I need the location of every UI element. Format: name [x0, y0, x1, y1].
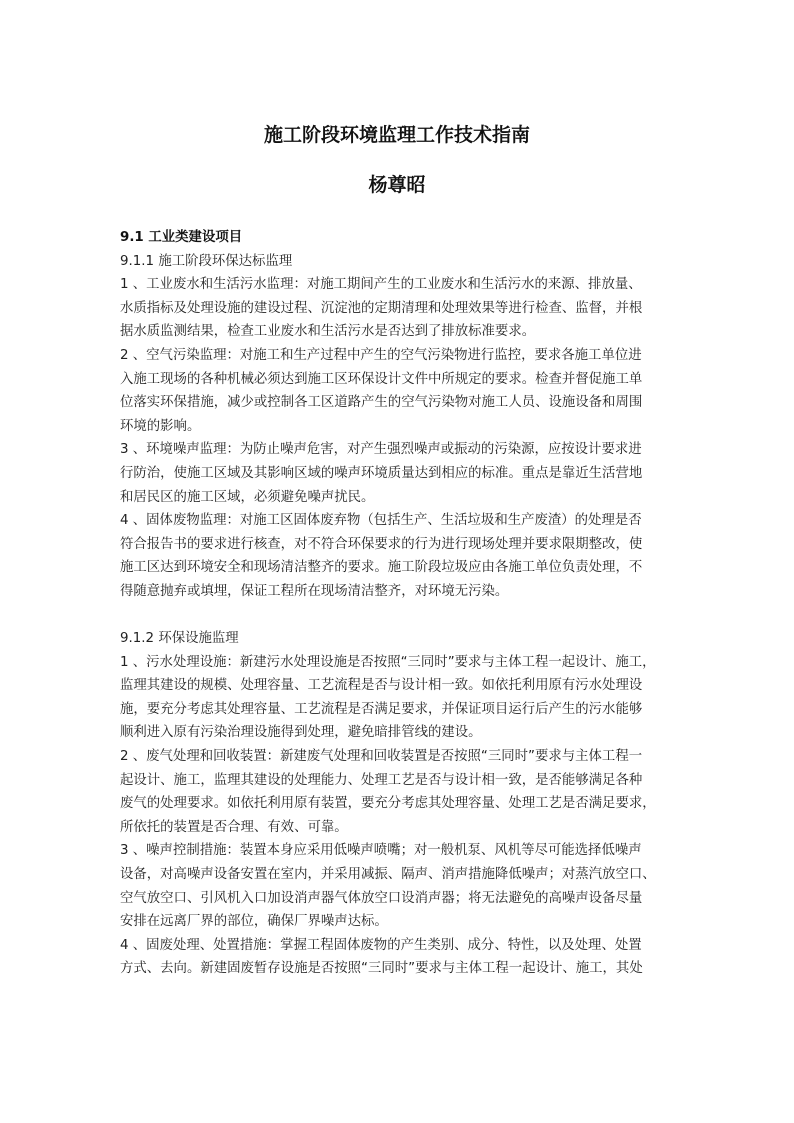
paragraph-line: 3 、环境噪声监理：为防止噪声危害，对产生强烈噪声或振动的污染源，应按设计要求进 — [120, 442, 642, 458]
paragraph-line: 安排在远离厂界的部位，确保厂界噪声达标。 — [120, 914, 388, 930]
paragraph-line: 空气放空口、引风机入口加设消声器气体放空口设消声器；将无法避免的高噪声设备尽量 — [120, 890, 643, 906]
paragraph-line: 2 、废气处理和回收装置：新建废气处理和回收装置是否按照“三同时”要求与主体工程一 — [120, 749, 643, 765]
paragraph-line: 废气的处理要求。如依托利用原有装置，要充分考虑其处理容量、处理工艺是否满足要求， — [120, 796, 656, 812]
paragraph-line: 水质指标及处理设施的建设过程、沉淀池的定期清理和处理效果等进行检查、监督，并根 — [120, 300, 643, 316]
paragraph-line: 1 、污水处理设施：新建污水处理设施是否按照“三同时”要求与主体工程一起设计、施工， — [120, 654, 656, 670]
document-body — [120, 226, 682, 981]
paragraph-line: 监理其建设的规模、处理容量、工艺流程是否与设计相一致。如依托利用原有污水处理设 — [120, 678, 643, 694]
paragraph-line: 符合报告书的要求进行核查，对不符合环保要求的行为进行现场处理并要求限期整改，使 — [120, 536, 643, 552]
subsection-heading-1: 9.1.1 施工阶段环保达标监理 — [120, 253, 293, 269]
document-author: 杨尊昭 — [368, 174, 426, 196]
paragraph-line: 施工区达到环境安全和现场清洁整齐的要求。施工阶段垃圾应由各施工单位负责处理，不 — [120, 560, 643, 576]
paragraph-line: 4 、固体废物监理：对施工区固体废弃物（包括生产、生活垃圾和生产废渣）的处理是否 — [120, 513, 642, 529]
paragraph-line: 行防治，使施工区域及其影响区域的噪声环境质量达到相应的标准。重点是靠近生活营地 — [120, 465, 643, 481]
paragraph-line: 据水质监测结果，检查工业废水和生活污水是否达到了排放标准要求。 — [120, 324, 536, 340]
section-heading: 9.1 工业类建设项目 — [120, 230, 243, 245]
paragraph-line: 方式、去向。新建固废暂存设施是否按照“三同时”要求与主体工程一起设计、施工，其处 — [120, 961, 643, 977]
paragraph-line: 起设计、施工，监理其建设的处理能力、处理工艺是否与设计相一致，是否能够满足各种 — [120, 772, 643, 788]
paragraph-line: 和居民区的施工区域，必须避免噪声扰民。 — [120, 489, 375, 505]
paragraph-line: 设备，对高噪声设备安置在室内，并采用减振、隔声、消声措施降低噪声；对蒸汽放空口、 — [120, 867, 656, 883]
paragraph-line: 顺利进入原有污染治理设施得到处理，避免暗排管线的建设。 — [120, 725, 482, 741]
paragraph-line: 得随意抛弃或填埋，保证工程所在现场清洁整齐，对环境无污染。 — [120, 583, 509, 599]
paragraph-line: 位落实环保措施，减少或控制各工区道路产生的空气污染物对施工人员、设施设备和周围 — [120, 395, 643, 411]
paragraph-spacer — [120, 604, 682, 628]
paragraph-line: 环境的影响。 — [120, 418, 201, 434]
paragraph-line: 3 、噪声控制措施：装置本身应采用低噪声喷嘴；对一般机泵、风机等尽可能选择低噪声 — [120, 843, 642, 859]
document-title: 施工阶段环境监理工作技术指南 — [263, 124, 530, 146]
paragraph-line: 2 、空气污染监理：对施工和生产过程中产生的空气污染物进行监控，要求各施工单位进 — [120, 347, 642, 363]
paragraph-line: 1 、工业废水和生活污水监理：对施工期间产生的工业废水和生活污水的来源、排放量、 — [120, 277, 642, 293]
paragraph-line: 入施工现场的各种机械必须达到施工区环保设计文件中所规定的要求。检查并督促施工单 — [120, 371, 643, 387]
paragraph-line: 4 、固废处理、处置措施：掌握工程固体废物的产生类别、成分、特性，以及处理、处置 — [120, 937, 642, 953]
paragraph-line: 施，要充分考虑其处理容量、工艺流程是否满足要求，并保证项目运行后产生的污水能够 — [120, 701, 643, 717]
subsection-heading-2: 9.1.2 环保设施监理 — [120, 631, 239, 647]
paragraph-line: 所依托的装置是否合理、有效、可靠。 — [120, 819, 348, 835]
